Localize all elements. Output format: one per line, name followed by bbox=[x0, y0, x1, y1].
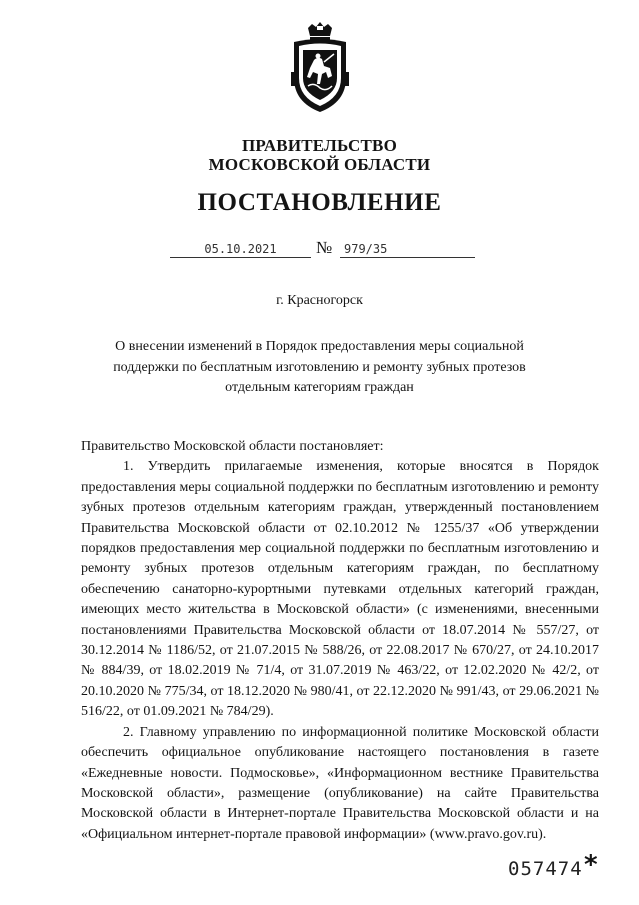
document-type-heading: ПОСТАНОВЛЕНИЕ bbox=[197, 189, 442, 216]
document-body bbox=[81, 437, 599, 845]
paragraph-2: 2. Главному управлению по информационной политике Московской области обеспечить официальное опубликование настоящего постановления в газете «Ежедневные новости. Подмосковье», «Информационном вестнике Правительства Московской области», размещение (опубликование) на сайте Правительства Московской области в Интернет-портале Правительства Московской области и на «Официальном интернет-портале правовой информации» (www.pravo.gov.ru). bbox=[81, 724, 599, 842]
city-line: г. Красногорск bbox=[276, 293, 363, 308]
document-title bbox=[80, 337, 559, 399]
document-date: 05.10.2021 bbox=[170, 242, 311, 258]
number-sign: № bbox=[316, 238, 333, 257]
title-line: отдельным категориям граждан bbox=[225, 380, 414, 395]
title-line: О внесении изменений в Порядок предоставления меры социальной bbox=[115, 339, 524, 354]
serial-star-mark: * bbox=[584, 850, 598, 880]
serial-number: 057474 bbox=[508, 858, 583, 880]
title-line: поддержки по бесплатным изготовлению и ремонту зубных протезов bbox=[113, 359, 526, 375]
paragraph-1: 1. Утвердить прилагаемые изменения, которые вносятся в Порядок предоставления меры социальной поддержки по бесплатным изготовлению и ремонту зубных протезов отдельным категориям граждан, утвержденный постановлением Правительства Московской области от 02.10.2012 № 1255/37 «Об утверждении порядков предоставления мер социальной поддержки по бесплатным изготовлению и ремонту зубных протезов отдельным категориям граждан, по бесплатному обеспечению санаторно-курортными путевками отдельных категорий граждан, имеющих место жительства в Московской области» (с изменениями, внесенными постановлениями Правительства Московской области от 18.07.2014 № 557/27, от 30.12.2014 № 1186/52, от 21.07.2015 № 588/26, от 22.08.2017 № 670/27, от 24.10.2017 № 884/39, от 18.02.2019 № 71/4, от 31.07.2019 № 463/22, от 12.02.2020 № 42/2, от 20.10.2020 № 775/34, от 18.12.2020 № 980/41, от 22.12.2020 № 991/43, от 29.06.2021 № 516/22, от 01.09.2021 № 784/29). bbox=[81, 459, 599, 720]
coat-of-arms-icon bbox=[288, 22, 352, 114]
government-name-line2: МОСКОВСКОЙ ОБЛАСТИ bbox=[208, 155, 431, 174]
document-number: 979/35 bbox=[340, 242, 475, 258]
government-name-line1: ПРАВИТЕЛЬСТВО bbox=[242, 136, 397, 155]
resolution-intro: Правительство Московской области постановляет: bbox=[81, 439, 384, 454]
